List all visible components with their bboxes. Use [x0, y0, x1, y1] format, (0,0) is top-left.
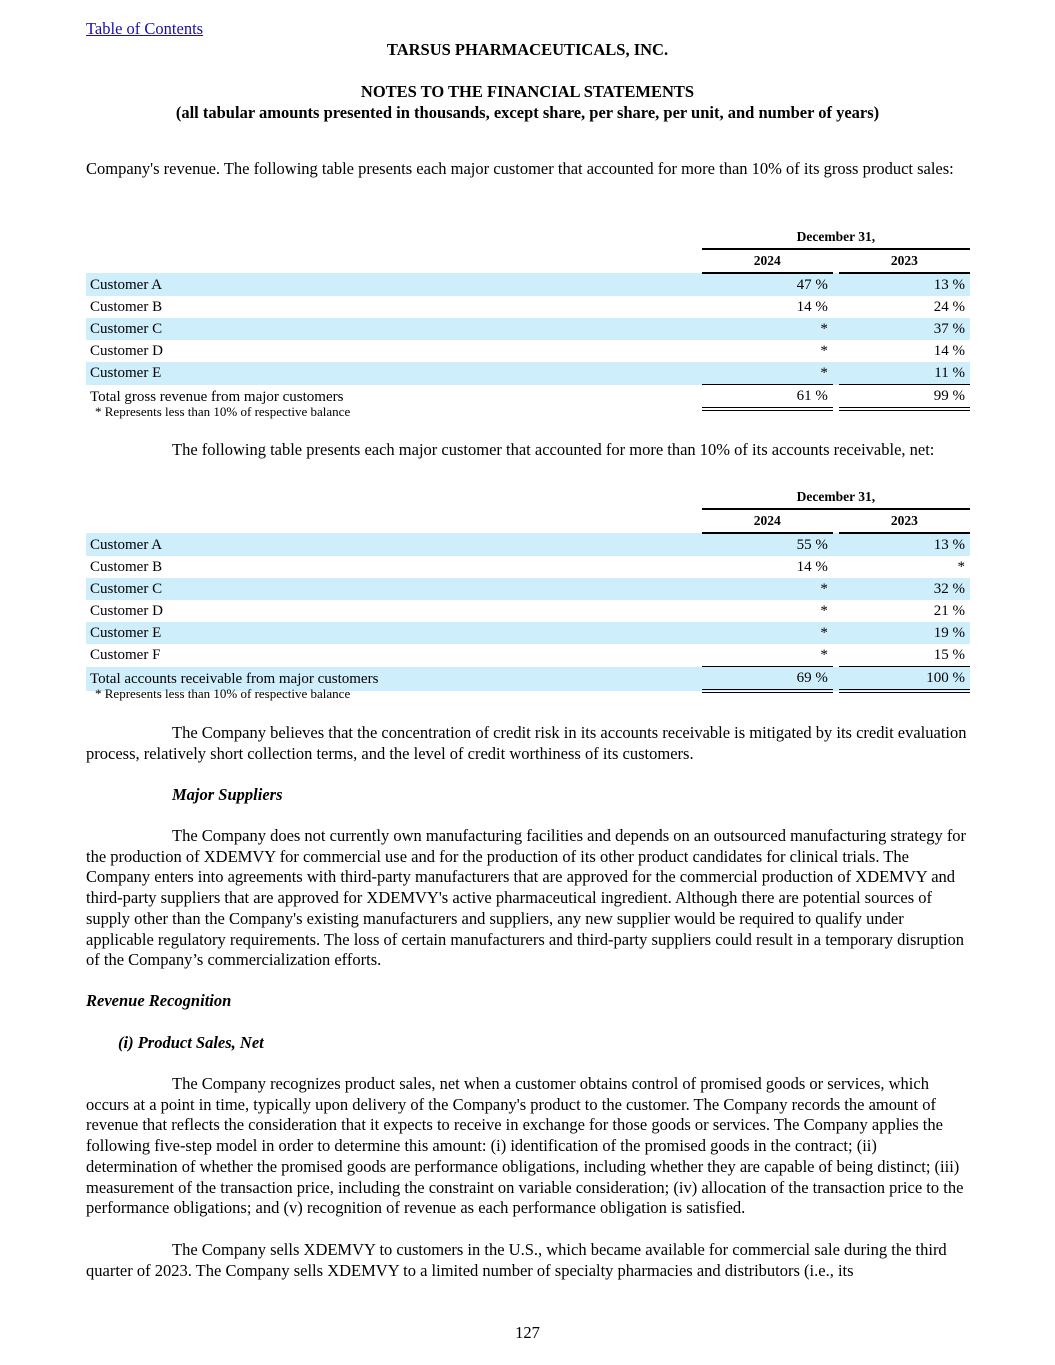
- year-header-2023: 2023: [839, 509, 970, 533]
- product-sales-heading: (i) Product Sales, Net: [118, 1033, 264, 1052]
- value-2024: 14 %: [796, 559, 828, 575]
- year-header-2023: 2023: [839, 249, 970, 273]
- value-2023: 13 %: [839, 273, 970, 296]
- total-2023: 99 %: [839, 385, 970, 410]
- value-2024: 55 %: [702, 533, 833, 556]
- year-header-2024: 2024: [702, 509, 833, 533]
- table-row: [86, 273, 970, 296]
- company-name: TARSUS PHARMACEUTICALS, INC.: [386, 40, 669, 59]
- row-label: Customer E: [86, 622, 696, 644]
- section-title: NOTES TO THE FINANCIAL STATEMENTS: [360, 82, 695, 101]
- value-2024: *: [702, 318, 833, 340]
- row-label: Customer D: [90, 603, 163, 619]
- value-2023: 37 %: [839, 318, 970, 340]
- gross-sales-customer-table: [86, 226, 970, 411]
- value-2023: 15 %: [933, 647, 965, 663]
- table-row: [86, 296, 970, 318]
- credit-risk-paragraph: The Company believes that the concentration of credit risk in its accounts receivable is mitigated by its credit evaluation process, relatively short collection terms, and the level of credit worthiness of its customers.: [86, 723, 967, 763]
- row-label: Customer A: [86, 273, 696, 296]
- section-subtitle: (all tabular amounts presented in thousands, except share, per share, per unit, and number of years): [175, 103, 880, 122]
- value-2023: 11 %: [839, 362, 970, 385]
- value-2024: *: [820, 647, 828, 663]
- table-row: [86, 362, 970, 385]
- major-suppliers-heading: Major Suppliers: [172, 785, 283, 804]
- total-2024: 69 %: [702, 667, 833, 692]
- suppliers-paragraph: The Company does not currently own manufacturing facilities and depends on an outsourced manufacturing strategy for the production of XDEMVY for commercial use and for the production of its other product candidates for clinical trials. The Company enters into agreements with third-party manufacturers that are approved for the commercial production of XDEMVY and third-party suppliers that are approved for XDEMVY's active pharmaceutical ingredient. Although there are potential sources of supply other than the Company's existing manufacturers and suppliers, any new supplier would be required to qualify under applicable regulatory requirements. The loss of certain manufacturers and third-party suppliers could result in a temporary disruption of the Company’s commercialization efforts.: [86, 826, 967, 970]
- value-2023: 13 %: [839, 533, 970, 556]
- total-label: Total gross revenue from major customers: [90, 388, 344, 405]
- intro-paragraph: Company's revenue. The following table presents each major customer that accounted for more than 10% of its gross product sales:: [86, 159, 954, 178]
- value-2024: 14 %: [796, 299, 828, 315]
- value-2024: 47 %: [702, 273, 833, 296]
- table-row: [86, 622, 970, 644]
- row-label: Customer E: [86, 362, 696, 385]
- value-2023: 32 %: [839, 578, 970, 600]
- table-footnote: * Represents less than 10% of respective balance: [95, 404, 351, 419]
- table-row: [86, 318, 970, 340]
- value-2023: 14 %: [933, 343, 965, 359]
- value-2023: *: [957, 559, 965, 575]
- total-2023: 100 %: [839, 667, 970, 692]
- value-2023: 21 %: [933, 603, 965, 619]
- table-row: [86, 533, 970, 556]
- table-period-header: December 31,: [702, 226, 970, 249]
- row-label: Customer C: [86, 318, 696, 340]
- row-label: Customer B: [90, 299, 163, 315]
- value-2023: 19 %: [839, 622, 970, 644]
- value-2024: *: [820, 343, 828, 359]
- revenue-recognition-heading: Revenue Recognition: [86, 991, 232, 1010]
- value-2024: *: [702, 622, 833, 644]
- product-sales-paragraph: The Company recognizes product sales, net when a customer obtains control of promised goods or services, which occurs at a point in time, typically upon delivery of the Company's product to the customer. The Company records the amount of revenue that reflects the consideration that it expects to receive in exchange for those goods or services. The Company applies the following five-step model in order to determine this amount: (i) identification of the promised goods in the contract; (ii) determination of whether the promised goods are performance obligations, including whether they are capable of being distinct; (iii) measurement of the transaction price, including the constraint on variable consideration; (iv) allocation of the transaction price to the performance obligations; and (v) recognition of revenue as each performance obligation is satisfied.: [86, 1074, 964, 1218]
- value-2024: *: [702, 578, 833, 600]
- sales-us-paragraph: The Company sells XDEMVY to customers in the U.S., which became available for commercial sale during the third quarter of 2023. The Company sells XDEMVY to a limited number of specialty pharmacies and distributors (i.e., its: [86, 1240, 947, 1280]
- year-header-2024: 2024: [702, 249, 833, 273]
- value-2024: *: [820, 603, 828, 619]
- ar-intro-paragraph: The following table presents each major customer that accounted for more than 10% of its accounts receivable, net:: [172, 440, 935, 459]
- table-row: [86, 556, 970, 578]
- table-row: [86, 578, 970, 600]
- table-row: [86, 644, 970, 667]
- table-row: [86, 340, 970, 362]
- accounts-receivable-customer-table: [86, 486, 970, 693]
- table-of-contents-link[interactable]: Table of Contents: [86, 19, 204, 38]
- row-label: Customer B: [90, 559, 163, 575]
- value-2024: *: [702, 362, 833, 385]
- row-label: Customer F: [90, 647, 161, 664]
- total-2024: 61 %: [702, 385, 833, 410]
- total-label: Total accounts receivable from major customers: [86, 667, 696, 692]
- value-2023: 24 %: [933, 299, 965, 315]
- table-period-header: December 31,: [702, 486, 970, 509]
- page-number: 127: [515, 1323, 540, 1342]
- row-label: Customer A: [86, 533, 696, 556]
- row-label: Customer D: [90, 343, 163, 359]
- table-footnote: * Represents less than 10% of respective balance: [95, 686, 351, 701]
- row-label: Customer C: [86, 578, 696, 600]
- table-row: [86, 600, 970, 622]
